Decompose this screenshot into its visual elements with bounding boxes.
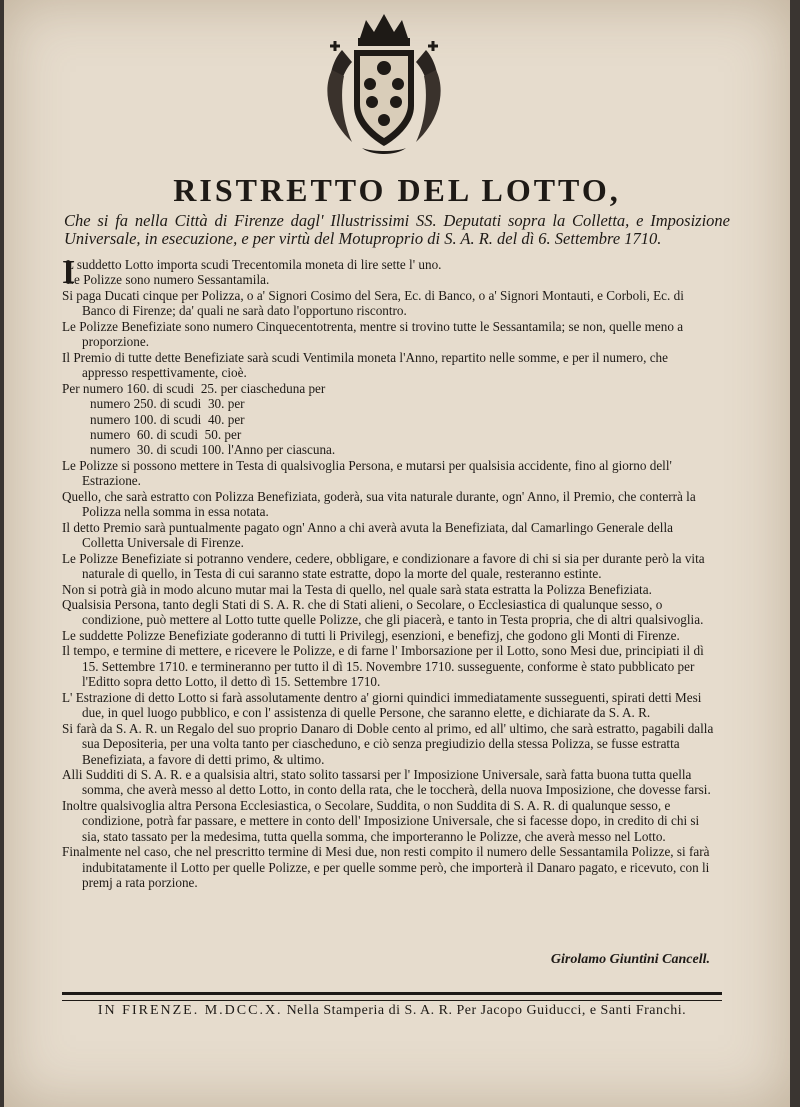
medici-coat-of-arms-emblem	[322, 10, 446, 158]
paragraph: Quello, che sarà estratto con Polizza Benefiziata, goderà, sua vita naturale durante, ogn' Anno, il Premio, che conterrà la Polizza nella somma in essa notata.	[62, 488, 696, 520]
paragraph: Le Polizze Benefiziate sono numero Cinquecentotrenta, mentre si trovino tutte le Sessantamila; se non, quelle meno a proporzione.	[62, 318, 684, 350]
paragraph: Qualsisia Persona, tanto degli Stati di S. A. R. che di Stati alieni, o Secolare, o Ecclesiastica di qualunque sesso, o condizione, può mettere al Lotto tutte quelle Polizze, che gli piacerà, e tanto in Testa propria, che di altri qualsivoglia.	[62, 596, 704, 628]
prize-row: numero 100. di scudi 40. per	[90, 411, 245, 427]
paragraph: L' Estrazione di detto Lotto si farà assolutamente dentro a' giorni quindici immediatamente susseguenti, spirati detti Mesi due, in quel luogo pubblico, e con l' assistenza di quelle Persone, che saranno elette, e dichiarate da S. A. R.	[62, 689, 702, 721]
paragraph: Si paga Ducati cinque per Polizza, o a' Signori Cosimo del Sera, Ec. di Banco, o a' Signori Montauti, e Corboli, Ec. di Banco di Firenze; da' quali ne sarà dato l'opportuno riscontro.	[62, 287, 684, 319]
paragraph: Le Polizze sono numero Sessantamila.	[66, 272, 270, 288]
prize-row: numero 30. di scudi 100. l'Anno per ciascuna.	[90, 442, 336, 458]
document-body	[62, 254, 716, 891]
paragraph: Non si potrà già in modo alcuno mutar mai la Testa di quello, nel quale sarà stata estratta la Polizza Benefiziata.	[62, 581, 652, 597]
prize-row: numero 250. di scudi 30. per	[90, 396, 245, 412]
document-subtitle: Che si fa nella Città di Firenze dagl' Illustrissimi SS. Deputati sopra la Colletta, e Imposizione Universale, in esecuzione, e per virtù del Motuproprio di S. A. R. del dì 6. Settembre 1710.	[64, 211, 730, 248]
paragraph: Il tempo, e termine di mettere, e ricevere le Polizze, e di farne l' Imborsazione per il Lotto, sono Mesi due, principiati il dì 15. Settembre 1710. e termineranno per tutto il dì 15. Novembre 1710. susseguente, conforme è stato pubblicato per l'Editto sopra detto Lotto, il detto dì 15. Settembre 1710.	[62, 643, 704, 690]
paragraph: I L suddetto Lotto importa scudi Trecentomila moneta di lire sette l' uno.	[62, 254, 442, 291]
divider-rule	[62, 992, 722, 1001]
imprint-city-date: IN FIRENZE. M.DCC.X.	[97, 1003, 283, 1018]
paragraph: Inoltre qualsivoglia altra Persona Ecclesiastica, o Secolare, Suddita, o non Suddita di S. A. R. di qualunque sesso, e condizione, potrà far passare, e mettere in conto dell' Imposizione Universale, che si facesse dopo, in credito di chi si sia, stato tassato per la medesima, tutta quella somma, che importeranno le Polizze, che averà messo nel Lotto.	[62, 797, 700, 844]
prize-table	[62, 381, 716, 458]
paragraph: Le Polizze si possono mettere in Testa di qualsivoglia Persona, e mutarsi per qualsisia accidente, fino al giorno dell' Estrazione.	[62, 457, 672, 489]
signature: Girolamo Giuntini Cancell.	[550, 952, 710, 967]
imprint-line	[62, 1003, 722, 1019]
document-title: RISTRETTO DEL LOTTO,	[173, 172, 621, 208]
paragraph: Il detto Premio sarà puntualmente pagato ogn' Anno a chi averà avuta la Benefiziata, dal Camarlingo Generale della Colletta Universale di Firenze.	[62, 519, 673, 551]
paragraph: Le suddette Polizze Benefiziate goderanno di tutti li Privilegj, esenzioni, e benefizj, che godono gli Monti di Firenze.	[62, 627, 680, 643]
imprint-printer: Nella Stamperia di S. A. R. Per Jacopo Guiducci, e Santi Franchi.	[286, 1003, 687, 1018]
paragraph: Le Polizze Benefiziate si potranno vendere, cedere, obbligare, e condizionare a favore di chi si sia per durante però la vita naturale di quello, in Testa di cui saranno state estratte, dopo la morte del quale, resteranno estinte.	[62, 550, 705, 582]
paragraph: Il Premio di tutte dette Benefiziate sarà scudi Ventimila moneta l'Anno, repartito nelle somme, e per il numero, che appresso respettivamente, cioè.	[62, 349, 669, 381]
paragraph: Alli Sudditi di S. A. R. e a qualsisia altri, stato solito tassarsi per l' Imposizione Universale, sarà fatta buona tutta quella somma, che averà messo al detto Lotto, in conto della rata, che le toccherà, della nuova Imposizione, che dovesse farsi.	[62, 766, 711, 798]
prize-row: numero 60. di scudi 50. per	[90, 426, 242, 442]
paragraph: Si farà da S. A. R. un Regalo del suo proprio Danaro di Doble cento al primo, ed all' ultimo, che sarà estratto, pagabili dalla sua Depositeria, per una volta tanto per ciascheduno, e ciò senza pregiudizio della stessa Polizza, se fusse estratta Benefiziata, a favore di detti primo, & ultimo.	[62, 720, 714, 767]
paragraph: Finalmente nel caso, che nel prescritto termine di Mesi due, non resti compito il numero delle Sessantamila Polizze, si farà indubitatamente il Lotto per quelle Polizze, e per quelle somme però, che importerà il Danaro pagato, e ricevuto, con li premj a rata porzione.	[62, 844, 710, 891]
document-page	[4, 0, 790, 1107]
prize-row: Per numero 160. di scudi 25. per ciascheduna per	[62, 380, 326, 396]
